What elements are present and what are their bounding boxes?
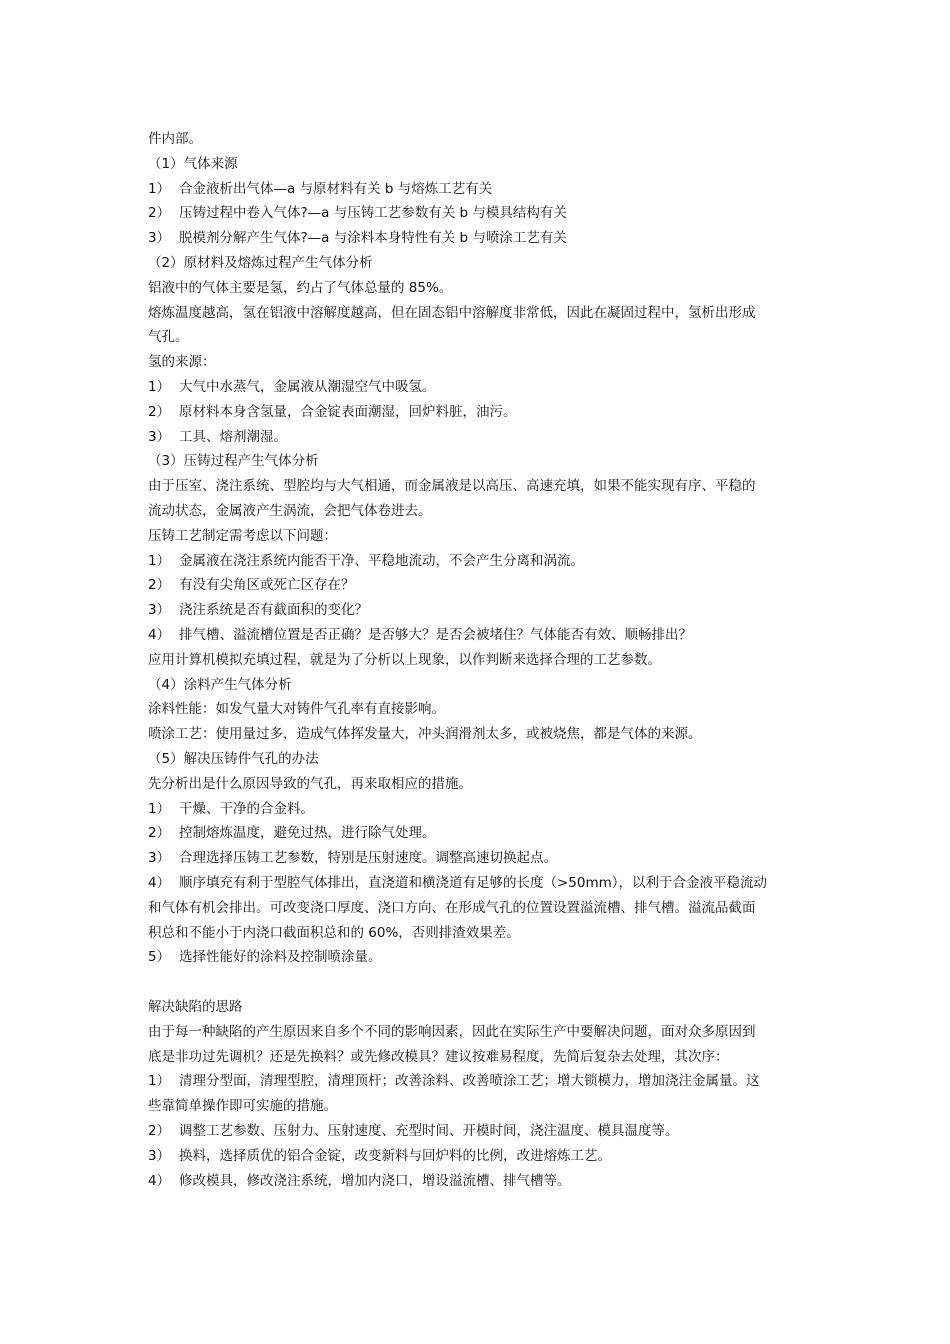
text-line: 应用计算机模拟充填过程，就是为了分析以上现象，以作判断来选择合理的工艺参数。 bbox=[148, 651, 661, 668]
paragraph-line: 流动状态，金属液产生涡流，会把气体卷进去。 bbox=[148, 502, 432, 519]
text-line: 涂料性能：如发气量大对铸件气孔率有直接影响。 bbox=[148, 701, 445, 718]
hydrogen-paragraph bbox=[148, 301, 808, 351]
section-spacer bbox=[148, 970, 808, 995]
text-line: 件内部。 bbox=[148, 131, 202, 147]
numbered-item bbox=[148, 573, 808, 598]
numbered-item bbox=[148, 797, 808, 822]
numbered-item bbox=[148, 375, 808, 400]
item-number: 3） bbox=[148, 1147, 171, 1164]
item-text: 调整工艺参数、压射力、压射速度、充型时间、开模时间，浇注温度、模具温度等。 bbox=[179, 1123, 679, 1140]
item-number: 4） bbox=[148, 626, 171, 643]
approach-paragraph bbox=[148, 1020, 808, 1070]
text-line: （3）压铸过程产生气体分析 bbox=[148, 453, 319, 470]
item-text: 大气中水蒸气，金属液从潮湿空气中吸氢。 bbox=[179, 378, 436, 395]
paragraph-line: 由于压室、浇注系统、型腔均与大气相通，而金属液是以高压、高速充填，如果不能实现有序、平稳的 bbox=[148, 478, 756, 495]
item-number: 2） bbox=[148, 403, 171, 420]
paragraph-line: 和气体有机会排出。可改变浇口厚度、浇口方向、在形成气孔的位置设置溢流槽、排气槽。溢流品截面 bbox=[148, 899, 756, 916]
numbered-item bbox=[148, 177, 808, 202]
item-text: 压铸过程中卷入气体?—a 与压铸工艺参数有关 b 与模具结构有关 bbox=[179, 205, 567, 222]
item-text: 清理分型面，清理型腔，清理顶杆；改善涂料、改善喷涂工艺；增大锁模力，增加浇注金属量。这 bbox=[179, 1073, 760, 1090]
item-number: 1） bbox=[148, 378, 171, 395]
item-number: 4） bbox=[148, 874, 171, 891]
item-number: 2） bbox=[148, 1123, 171, 1140]
item-text: 选择性能好的涂料及控制喷涂量。 bbox=[179, 949, 382, 966]
item-text: 工具、熔剂潮湿。 bbox=[179, 428, 287, 445]
paragraph-line: 由于每一种缺陷的产生原因来自多个不同的影响因素，因此在实际生产中要解决问题，面对众多原因到 bbox=[148, 1023, 756, 1040]
item-number: 5） bbox=[148, 949, 171, 966]
item-number: 2） bbox=[148, 205, 171, 222]
fill-continuation-paragraph bbox=[148, 896, 808, 946]
numbered-item bbox=[148, 1119, 808, 1144]
item-text: 金属液在浇注系统内能否干净、平稳地流动，不会产生分离和涡流。 bbox=[179, 552, 584, 569]
text-line: （4）涂料产生气体分析 bbox=[148, 676, 292, 693]
item-continuation: 些靠简单操作即可实施的措施。 bbox=[148, 1098, 337, 1115]
paragraph-line: 积总和不能小于内浇口截面积总和的 60%，否则排渣效果差。 bbox=[148, 924, 520, 941]
paragraph-line: 气孔。 bbox=[148, 329, 189, 346]
item-number: 2） bbox=[148, 577, 171, 594]
numbered-item bbox=[148, 598, 808, 623]
item-text: 有没有尖角区或死亡区存在？ bbox=[179, 577, 355, 594]
paragraph-line: 熔炼温度越高，氢在铝液中溶解度越高，但在固态铝中溶解度非常低，因此在凝固过程中，氢析出形成 bbox=[148, 304, 756, 321]
item-text: 合金液析出气体—a 与原材料有关 b 与熔炼工艺有关 bbox=[179, 180, 493, 197]
numbered-item bbox=[148, 623, 808, 648]
text-line: （2）原材料及熔炼过程产生气体分析 bbox=[148, 254, 373, 271]
numbered-item bbox=[148, 871, 808, 896]
item-text: 合理选择压铸工艺参数，特别是压射速度。调整高速切换起点。 bbox=[179, 850, 557, 867]
numbered-item bbox=[148, 945, 808, 970]
item-text: 脱模剂分解产生气体?—a 与涂料本身特性有关 b 与喷涂工艺有关 bbox=[179, 230, 567, 247]
numbered-item bbox=[148, 425, 808, 450]
item-number: 3） bbox=[148, 230, 171, 247]
item-number: 4） bbox=[148, 1172, 171, 1189]
item-number: 3） bbox=[148, 602, 171, 619]
item-text: 原材料本身含氢量，合金锭表面潮湿，回炉料脏，油污。 bbox=[179, 403, 517, 420]
numbered-item bbox=[148, 201, 808, 226]
item-number: 2） bbox=[148, 825, 171, 842]
numbered-item bbox=[148, 821, 808, 846]
text-line: 压铸工艺制定需考虑以下问题： bbox=[148, 527, 337, 544]
text-line: 氢的来源： bbox=[148, 354, 216, 371]
text-line: 铝液中的气体主要是氢，约占了气体总量的 85%。 bbox=[148, 279, 453, 296]
section-title: 解决缺陷的思路 bbox=[148, 999, 243, 1016]
item-text: 换料，选择质优的铝合金锭，改变新料与回炉料的比例，改进熔炼工艺。 bbox=[179, 1147, 611, 1164]
item-number: 1） bbox=[148, 1073, 171, 1090]
paragraph-line: 底是非功过先调机？还是先换料？或先修改模具？建议按难易程度，先简后复杂去处理，其次序： bbox=[148, 1048, 729, 1065]
numbered-item bbox=[148, 549, 808, 574]
numbered-item bbox=[148, 226, 808, 251]
item-number: 1） bbox=[148, 800, 171, 817]
text-line: 先分析出是什么原因导致的气孔，再来取相应的措施。 bbox=[148, 775, 472, 792]
numbered-item bbox=[148, 400, 808, 425]
numbered-item bbox=[148, 1144, 808, 1169]
item-number: 3） bbox=[148, 428, 171, 445]
item-text: 顺序填充有利于型腔气体排出，直浇道和横浇道有足够的长度（>50mm），以利于合金液平稳流动 bbox=[179, 874, 768, 891]
item-text: 控制熔炼温度，避免过热，进行除气处理。 bbox=[179, 825, 436, 842]
item-text: 排气槽、溢流槽位置是否正确？是否够大？是否会被堵住？气体能否有效、顺畅排出？ bbox=[179, 626, 692, 643]
item-text: 修改模具，修改浇注系统，增加内浇口，增设溢流槽、排气槽等。 bbox=[179, 1172, 571, 1189]
text-line: 喷涂工艺：使用量过多，造成气体挥发量大，冲头润滑剂太多，或被烧焦，都是气体的来源。 bbox=[148, 726, 702, 743]
item-number: 1） bbox=[148, 552, 171, 569]
text-line: （5）解决压铸件气孔的办法 bbox=[148, 750, 319, 767]
item-text: 浇注系统是否有截面积的变化？ bbox=[179, 602, 368, 619]
numbered-item bbox=[148, 1069, 808, 1094]
numbered-item bbox=[148, 1169, 808, 1194]
item-number: 3） bbox=[148, 850, 171, 867]
item-number: 1） bbox=[148, 180, 171, 197]
item-text: 干燥、干净的合金料。 bbox=[179, 800, 314, 817]
text-line: （1）气体来源 bbox=[148, 155, 238, 172]
die-cast-paragraph bbox=[148, 474, 808, 524]
numbered-item bbox=[148, 846, 808, 871]
document-body bbox=[148, 127, 808, 1193]
